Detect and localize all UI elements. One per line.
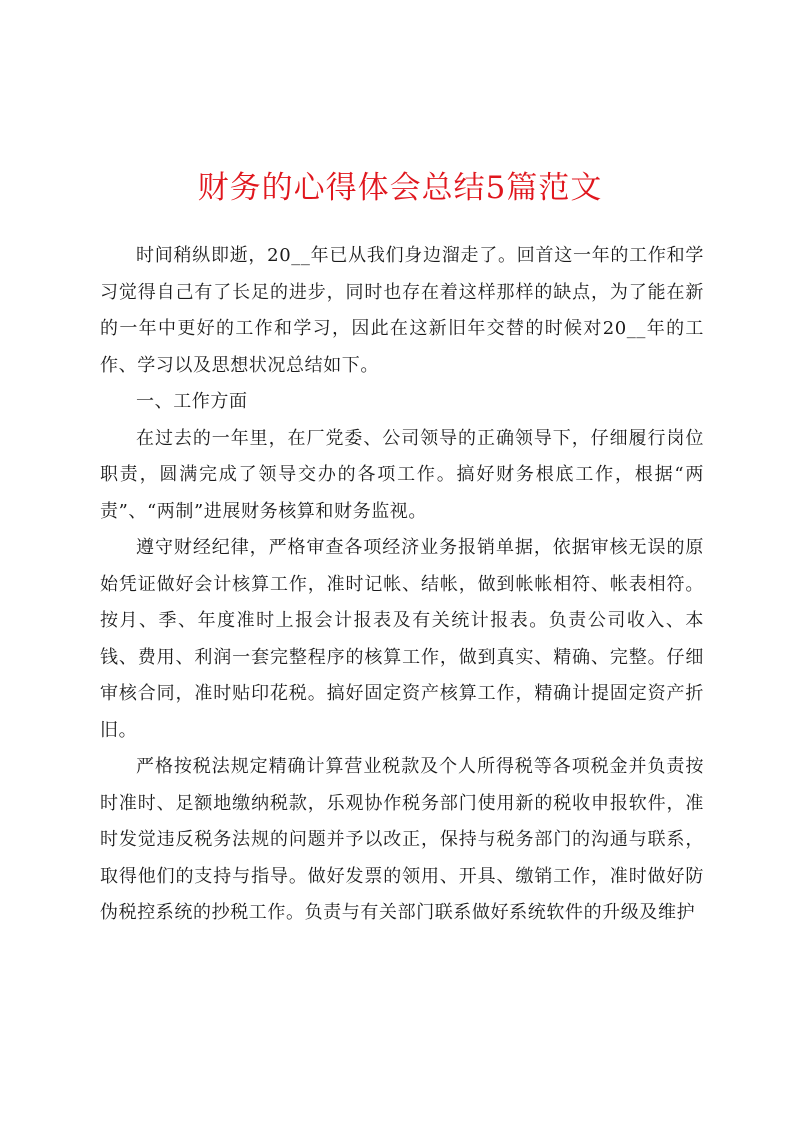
- document-title: 财务的心得体会总结5篇范文: [197, 170, 603, 206]
- section-heading-work: 一、工作方面: [136, 391, 248, 412]
- paragraph-tax: 严格按税法规定精确计算营业税款及个人所得税等各项税金并负责按时准时、足额地缴纳税款，乐观协作税务部门使用新的税收申报软件，准时发觉违反税务法规的问题并予以改正，保持与税务部门的沟通与联系，取得他们的支持与指导。做好发票的领用、开具、缴销工作，准时做好防伪税控系统的抄税工作。负责与有关部门联系做好系统软件的升级及维护: [100, 756, 704, 923]
- paragraph-duties: 在过去的一年里，在厂党委、公司领导的正确领导下，仔细履行岗位职责，圆满完成了领导交办的各项工作。搞好财务根底工作，根据“两责”、“两制”进展财务核算和财务监视。: [100, 427, 704, 522]
- document-body: [100, 238, 704, 932]
- paragraph-intro: 时间稍纵即逝，20__年已从我们身边溜走了。回首这一年的工作和学习觉得自己有了长足的进步，同时也存在着这样那样的缺点，为了能在新的一年中更好的工作和学习，因此在这新旧年交替的时候对20__年的工作、学习以及思想状况总结如下。: [100, 245, 704, 376]
- paragraph-accounting: 遵守财经纪律，严格审查各项经济业务报销单据，依据审核无误的原始凭证做好会计核算工作，准时记帐、结帐，做到帐帐相符、帐表相符。按月、季、年度准时上报会计报表及有关统计报表。负责公司收入、本钱、费用、利润一套完整程序的核算工作，做到真实、精确、完整。仔细审核合同，准时贴印花税。搞好固定资产核算工作，精确计提固定资产折旧。: [100, 537, 704, 741]
